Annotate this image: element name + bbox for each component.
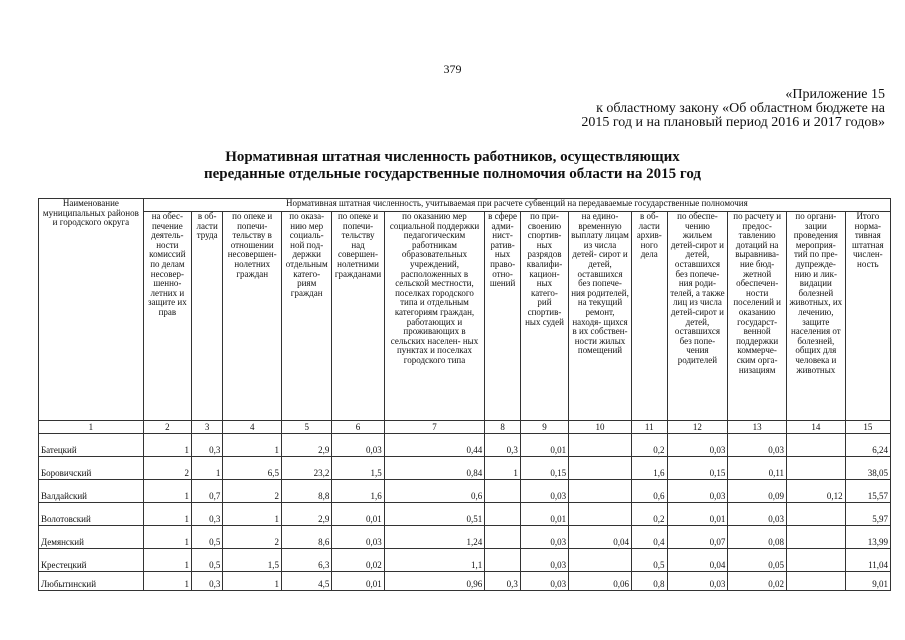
table-row — [39, 549, 891, 572]
table-cell: 0,01 — [520, 434, 568, 457]
table-row — [39, 572, 891, 591]
table-cell: 0,51 — [384, 503, 485, 526]
column-header: по оказа- нию мер социаль- ной под- держки отдельным катего- риям граждан — [282, 212, 332, 421]
table-cell — [786, 457, 845, 480]
column-header: на едино- временную выплату лицам из числа детей- сирот и детей, оставшихся без попече- ния родителей, на текущий ремонт, находя- щихся в их собствен- ности жилых помещений — [569, 212, 632, 421]
column-number: 7 — [384, 421, 485, 434]
table-cell: 0,8 — [631, 572, 667, 591]
title-line: переданные отдельные государственные полномочия области на 2015 год — [203, 166, 701, 182]
table-cell: 13,99 — [845, 526, 890, 549]
municipality-name: Демянский — [39, 526, 144, 549]
table-cell: 5,97 — [845, 503, 890, 526]
page-number: 379 — [443, 62, 462, 76]
table-cell: 2 — [223, 526, 282, 549]
column-number: 2 — [143, 421, 191, 434]
column-header: по обеспе- чению жильем детей-сирот и детей, оставшихся без попече- ния роди- телей, а также лиц из числа детей-сирот и детей, оставшихся без попе- чения родителей — [667, 212, 728, 421]
table-cell: 0,3 — [485, 434, 521, 457]
table-cell: 0,03 — [728, 434, 787, 457]
table-cell — [786, 503, 845, 526]
table-cell — [569, 503, 632, 526]
table-cell: 6,24 — [845, 434, 890, 457]
table-cell — [485, 526, 521, 549]
table-cell: 1 — [223, 434, 282, 457]
table-cell: 8,8 — [282, 480, 332, 503]
table-cell: 1 — [485, 457, 521, 480]
column-number: 11 — [631, 421, 667, 434]
municipality-name: Батецкий — [39, 434, 144, 457]
table-cell: 4,5 — [282, 572, 332, 591]
table-cell: 1 — [143, 503, 191, 526]
table-cell: 0,44 — [384, 434, 485, 457]
municipality-name: Валдайский — [39, 480, 144, 503]
table-cell: 0,08 — [728, 526, 787, 549]
staffing-table — [38, 198, 891, 591]
column-number: 10 — [569, 421, 632, 434]
table-cell: 0,3 — [191, 434, 222, 457]
table-cell: 8,6 — [282, 526, 332, 549]
table-cell: 0,3 — [191, 572, 222, 591]
municipality-name: Боровичский — [39, 457, 144, 480]
municipality-name: Волотовский — [39, 503, 144, 526]
column-number: 14 — [786, 421, 845, 434]
table-cell: 0,96 — [384, 572, 485, 591]
table-cell: 0,03 — [332, 434, 384, 457]
table-cell — [786, 434, 845, 457]
table-cell: 0,03 — [520, 549, 568, 572]
column-number: 15 — [845, 421, 890, 434]
column-header: по расчету и предос- тавлению дотаций на выравнива- ние бюд- жетной обеспечен- ности поселений и оказанию государст- венной поддержки коммерче- ским орга- низациям — [728, 212, 787, 421]
column-header: по при- своению спортив- ных разрядов квалифи- кацион- ных катего- рий спортив- ных судей — [520, 212, 568, 421]
table-cell: 2,9 — [282, 503, 332, 526]
column-number: 4 — [223, 421, 282, 434]
table-cell: 1,5 — [332, 457, 384, 480]
column-header: по опеке и попечи- тельству над совершен- нолетними гражданами — [332, 212, 384, 421]
table-cell: 15,57 — [845, 480, 890, 503]
table-cell: 0,09 — [728, 480, 787, 503]
table-cell — [786, 526, 845, 549]
table-cell: 0,6 — [631, 480, 667, 503]
table-cell — [569, 480, 632, 503]
table-cell: 23,2 — [282, 457, 332, 480]
column-header: по органи- зации проведения мероприя- тий по пре- дупрежде- нию и лик- видации болезней животных, их лечению, защите населения от болезней, общих для человека и животных — [786, 212, 845, 421]
table-cell: 2 — [143, 457, 191, 480]
table-cell: 11,04 — [845, 549, 890, 572]
table-cell: 0,12 — [786, 480, 845, 503]
table-cell: 0,5 — [631, 549, 667, 572]
column-header: по оказанию мер социальной поддержки педагогическим работникам образовательных учреждений, расположенных в сельской местности, поселках городского типа и отдельным категориям граждан, работающих и проживающих в сельских населен- ных пунктах и поселках городского типа — [384, 212, 485, 421]
table-cell: 1 — [143, 572, 191, 591]
table-cell: 0,6 — [384, 480, 485, 503]
municipality-header: Наименование муниципальных районов и городского округа — [39, 199, 144, 421]
table-cell — [485, 503, 521, 526]
table-cell: 0,03 — [520, 572, 568, 591]
table-cell — [485, 549, 521, 572]
column-number: 5 — [282, 421, 332, 434]
table-cell: 9,01 — [845, 572, 890, 591]
table-row — [39, 526, 891, 549]
column-header: в об- ласти труда — [191, 212, 222, 421]
appendix-caption — [520, 88, 885, 130]
table-cell: 1,6 — [332, 480, 384, 503]
table-cell: 1 — [143, 549, 191, 572]
table-cell: 0,01 — [332, 503, 384, 526]
table-cell: 0,05 — [728, 549, 787, 572]
table-row — [39, 480, 891, 503]
table-cell: 1,6 — [631, 457, 667, 480]
table-cell — [569, 457, 632, 480]
column-header: по опеке и попечи- тельству в отношении несовершен- нолетних граждан — [223, 212, 282, 421]
table-row — [39, 434, 891, 457]
table-cell: 0,02 — [332, 549, 384, 572]
table-cell: 2 — [223, 480, 282, 503]
table-cell: 1 — [191, 457, 222, 480]
table-cell: 0,03 — [520, 480, 568, 503]
table-cell: 0,07 — [667, 526, 728, 549]
table-cell: 0,5 — [191, 526, 222, 549]
table-cell: 0,2 — [631, 503, 667, 526]
table-cell: 6,3 — [282, 549, 332, 572]
table-cell: 0,4 — [631, 526, 667, 549]
column-number: 8 — [485, 421, 521, 434]
table-cell: 0,03 — [332, 526, 384, 549]
column-number: 3 — [191, 421, 222, 434]
table-cell: 0,3 — [485, 572, 521, 591]
group-header: Нормативная штатная численность, учитываемая при расчете субвенций на передаваемые государственные полномочия — [143, 199, 890, 212]
table-cell — [569, 434, 632, 457]
table-cell: 1 — [143, 434, 191, 457]
table-cell: 0,04 — [667, 549, 728, 572]
column-header: Итого норма- тивная штатная числен- ность — [845, 212, 890, 421]
table-cell: 0,03 — [667, 480, 728, 503]
column-header: на обес- печение деятель- ности комиссий по делам несовер- шенно- летних и защите их прав — [143, 212, 191, 421]
table-cell: 0,01 — [520, 503, 568, 526]
table-cell: 0,02 — [728, 572, 787, 591]
table-cell: 0,15 — [520, 457, 568, 480]
table-row — [39, 503, 891, 526]
table-cell — [786, 572, 845, 591]
column-header: в сфере адми- нист- ратив- ных право- отно- шений — [485, 212, 521, 421]
column-number: 9 — [520, 421, 568, 434]
municipality-name: Крестецкий — [39, 549, 144, 572]
table-cell: 0,11 — [728, 457, 787, 480]
title-line: Нормативная штатная численность работников, осуществляющих — [225, 149, 680, 165]
column-number: 13 — [728, 421, 787, 434]
table-cell: 1 — [223, 572, 282, 591]
table-cell: 0,15 — [667, 457, 728, 480]
document-title — [0, 149, 905, 183]
table-cell — [485, 480, 521, 503]
table-cell — [569, 549, 632, 572]
table-cell: 0,5 — [191, 549, 222, 572]
table-cell: 0,04 — [569, 526, 632, 549]
table-cell: 0,01 — [667, 503, 728, 526]
column-header: в об- ласти архив- ного дела — [631, 212, 667, 421]
table-cell: 1,24 — [384, 526, 485, 549]
table-cell: 0,84 — [384, 457, 485, 480]
table-cell: 1,1 — [384, 549, 485, 572]
table-cell: 1 — [223, 503, 282, 526]
appendix-line: «Приложение 15 — [785, 87, 885, 102]
table-cell: 0,2 — [631, 434, 667, 457]
table-cell: 1 — [143, 480, 191, 503]
table-cell: 2,9 — [282, 434, 332, 457]
table-cell: 38,05 — [845, 457, 890, 480]
table-cell: 0,7 — [191, 480, 222, 503]
table-cell: 1,5 — [223, 549, 282, 572]
table-cell: 0,03 — [667, 572, 728, 591]
table-cell: 0,06 — [569, 572, 632, 591]
column-number: 12 — [667, 421, 728, 434]
table-cell: 0,03 — [728, 503, 787, 526]
table-cell: 0,3 — [191, 503, 222, 526]
municipality-name: Любытинский — [39, 572, 144, 591]
appendix-line: 2015 год и на плановый период 2016 и 2017 годов» — [581, 115, 885, 130]
table-cell: 0,03 — [520, 526, 568, 549]
table-row — [39, 457, 891, 480]
table-cell: 0,03 — [667, 434, 728, 457]
table-cell — [786, 549, 845, 572]
appendix-line: к областному закону «Об областном бюджете на — [596, 101, 885, 116]
table-cell: 0,01 — [332, 572, 384, 591]
table-cell: 1 — [143, 526, 191, 549]
column-number: 6 — [332, 421, 384, 434]
column-number: 1 — [39, 421, 144, 434]
table-cell: 6,5 — [223, 457, 282, 480]
